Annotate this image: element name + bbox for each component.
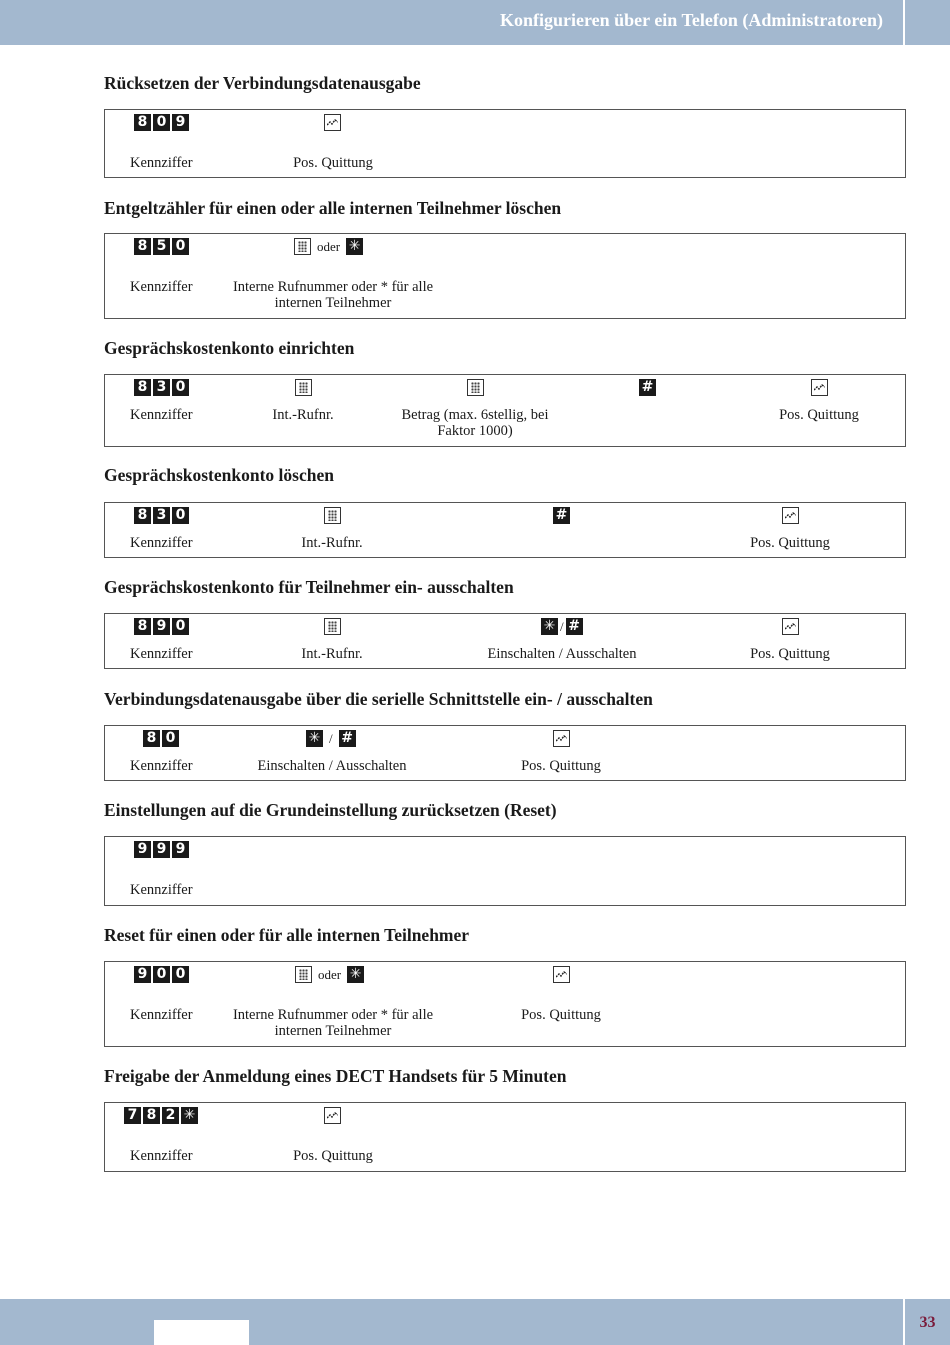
label-kennziffer: Kennziffer xyxy=(130,535,193,551)
digit-key: 0 xyxy=(172,507,189,524)
label-pos-quittung: Pos. Quittung xyxy=(293,1148,373,1164)
section-title: Gesprächskostenkonto einrichten xyxy=(104,338,355,358)
label-rufnummer: Interne Rufnummer oder * für alle xyxy=(232,279,434,295)
keypad-icon xyxy=(294,238,311,255)
section-title: Verbindungsdatenausgabe über die serielle Schnittstelle ein- / ausschalten xyxy=(104,689,653,709)
code-box xyxy=(104,613,906,669)
label-kennziffer: Kennziffer xyxy=(130,646,193,662)
section-title: Gesprächskostenkonto löschen xyxy=(104,465,334,485)
digit-key: 8 xyxy=(134,379,151,396)
label-int-rufnr: Int.-Rufnr. xyxy=(301,535,363,551)
label-pos-quittung: Pos. Quittung xyxy=(521,758,601,774)
label-kennziffer: Kennziffer xyxy=(130,758,193,774)
keypad-icon xyxy=(295,379,312,396)
digit-key: 7 xyxy=(124,1107,141,1124)
positive-ack-icon xyxy=(324,114,341,131)
digit-key: 0 xyxy=(172,238,189,255)
label-pos-quittung: Pos. Quittung xyxy=(293,155,373,171)
label-kennziffer: Kennziffer xyxy=(130,279,193,295)
digit-key: 0 xyxy=(172,966,189,983)
digit-key: 8 xyxy=(134,507,151,524)
code-keys xyxy=(134,238,191,255)
label-pos-quittung: Pos. Quittung xyxy=(750,646,830,662)
star-key-icon: ✳ xyxy=(346,238,363,255)
oder-text: oder xyxy=(317,238,341,254)
hash-key-icon: # xyxy=(566,618,583,635)
hash-key-icon: # xyxy=(339,730,356,747)
digit-key: 8 xyxy=(134,114,151,131)
code-box xyxy=(104,109,906,178)
code-box xyxy=(104,374,906,447)
keypad-icon xyxy=(324,507,341,524)
code-keys xyxy=(134,841,191,858)
star-key-icon: ✳ xyxy=(181,1107,198,1124)
label-kennziffer: Kennziffer xyxy=(130,1148,193,1164)
keypad-icon xyxy=(295,966,312,983)
digit-key: 0 xyxy=(172,379,189,396)
digit-key: 0 xyxy=(162,730,179,747)
label-rufnummer-2: internen Teilnehmer xyxy=(274,295,392,311)
digit-key: 3 xyxy=(153,507,170,524)
digit-key: 9 xyxy=(172,114,189,131)
hash-key-icon: # xyxy=(639,379,656,396)
digit-key: 9 xyxy=(172,841,189,858)
label-kennziffer: Kennziffer xyxy=(130,155,193,171)
code-box xyxy=(104,836,906,906)
code-keys xyxy=(134,114,191,131)
code-box xyxy=(104,233,906,319)
label-int-rufnr: Int.-Rufnr. xyxy=(272,407,334,423)
positive-ack-icon xyxy=(324,1107,341,1124)
digit-key: 0 xyxy=(153,114,170,131)
code-keys xyxy=(134,966,191,983)
oder-text: oder xyxy=(318,966,342,982)
positive-ack-icon xyxy=(782,507,799,524)
input-keys xyxy=(294,238,363,255)
digit-key: 9 xyxy=(134,841,151,858)
label-pos-quittung: Pos. Quittung xyxy=(521,1007,601,1023)
star-key-icon: ✳ xyxy=(347,966,364,983)
digit-key: 2 xyxy=(162,1107,179,1124)
positive-ack-icon xyxy=(782,618,799,635)
header-bar xyxy=(0,0,903,45)
section-title: Freigabe der Anmeldung eines DECT Handsets für 5 Minuten xyxy=(104,1066,567,1086)
digit-key: 0 xyxy=(172,618,189,635)
header-tab xyxy=(905,0,950,45)
label-int-rufnr: Int.-Rufnr. xyxy=(301,646,363,662)
code-keys xyxy=(134,379,191,396)
label-kennziffer: Kennziffer xyxy=(130,882,193,898)
digit-key: 9 xyxy=(153,841,170,858)
digit-key: 8 xyxy=(143,1107,160,1124)
digit-key: 8 xyxy=(134,618,151,635)
keypad-icon xyxy=(324,618,341,635)
section-title: Reset für einen oder für alle internen Teilnehmer xyxy=(104,925,470,945)
toggle-keys xyxy=(541,618,583,635)
digit-key: 9 xyxy=(134,966,151,983)
code-box xyxy=(104,502,906,558)
label-betrag: Betrag (max. 6stellig, bei xyxy=(401,407,549,423)
star-key-icon: ✳ xyxy=(541,618,558,635)
input-keys xyxy=(295,966,364,983)
label-ein-aus: Einschalten / Ausschalten xyxy=(487,646,637,662)
code-keys xyxy=(134,618,191,635)
section-title: Entgeltzähler für einen oder alle internen Teilnehmer löschen xyxy=(104,198,562,218)
digit-key: 3 xyxy=(153,379,170,396)
section-title: Gesprächskostenkonto für Teilnehmer ein- ausschalten xyxy=(104,577,514,597)
code-keys xyxy=(143,730,181,747)
code-box xyxy=(104,961,906,1047)
code-keys xyxy=(134,507,191,524)
digit-key: 8 xyxy=(143,730,160,747)
label-rufnummer: Interne Rufnummer oder * für alle xyxy=(232,1007,434,1023)
slash-text: / xyxy=(560,618,564,634)
section-title: Rücksetzen der Verbindungsdatenausgabe xyxy=(104,73,421,93)
label-ein-aus: Einschalten / Ausschalten xyxy=(257,758,407,774)
label-rufnummer-2: internen Teilnehmer xyxy=(274,1023,392,1039)
section-title: Einstellungen auf die Grundeinstellung zurücksetzen (Reset) xyxy=(104,800,557,820)
slash-text: / xyxy=(329,730,333,746)
toggle-keys xyxy=(306,730,356,747)
label-betrag-2: Faktor 1000) xyxy=(437,423,513,439)
label-pos-quittung: Pos. Quittung xyxy=(750,535,830,551)
footer-marker xyxy=(154,1320,249,1345)
digit-key: 8 xyxy=(134,238,151,255)
digit-key: 9 xyxy=(153,618,170,635)
footer-bar xyxy=(0,1299,903,1345)
keypad-icon xyxy=(467,379,484,396)
positive-ack-icon xyxy=(553,966,570,983)
page-number: 33 xyxy=(919,1314,936,1331)
code-box xyxy=(104,725,906,781)
star-key-icon: ✳ xyxy=(306,730,323,747)
code-keys xyxy=(124,1107,198,1124)
running-header: Konfigurieren über ein Telefon (Administratoren) xyxy=(499,10,883,30)
digit-key: 0 xyxy=(153,966,170,983)
positive-ack-icon xyxy=(811,379,828,396)
label-kennziffer: Kennziffer xyxy=(130,407,193,423)
positive-ack-icon xyxy=(553,730,570,747)
code-box xyxy=(104,1102,906,1172)
label-kennziffer: Kennziffer xyxy=(130,1007,193,1023)
label-pos-quittung: Pos. Quittung xyxy=(779,407,859,423)
digit-key: 5 xyxy=(153,238,170,255)
hash-key-icon: # xyxy=(553,507,570,524)
